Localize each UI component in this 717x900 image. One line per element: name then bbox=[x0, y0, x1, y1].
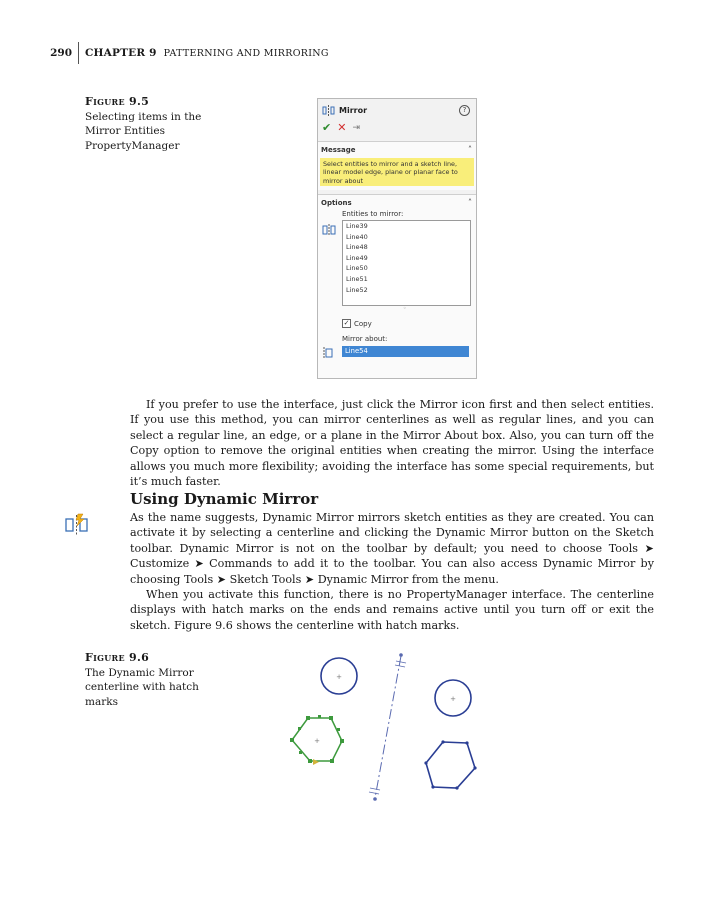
figure-9-6-caption bbox=[85, 651, 205, 709]
mirror-icon bbox=[322, 105, 335, 116]
copy-label: Copy bbox=[354, 319, 372, 328]
running-header bbox=[28, 42, 329, 64]
resize-handle-icon[interactable]: ◦ bbox=[403, 305, 407, 312]
list-item[interactable]: Line52 bbox=[346, 285, 368, 294]
page-number: 290 bbox=[50, 47, 72, 59]
header-divider bbox=[78, 42, 79, 64]
pm-title: Mirror bbox=[339, 105, 368, 115]
list-item[interactable]: Line39 bbox=[346, 222, 368, 230]
entities-to-mirror-icon bbox=[322, 224, 336, 236]
pushpin-icon[interactable]: ⇥ bbox=[352, 122, 360, 133]
copy-checkbox[interactable]: ✓ bbox=[343, 319, 350, 327]
chapter-label: CHAPTER 9 bbox=[85, 47, 157, 59]
list-item[interactable]: Line48 bbox=[346, 243, 368, 252]
svg-text:+: + bbox=[450, 695, 456, 703]
paragraph-text: As the name suggests, Dynamic Mirror mirrors sketch entities as they are created. You can activate it by selecting a centerline and clicking the Dynamic Mirror button on the Sketch toolbar. Dynamic Mirror is not on the toolbar by default; you need to choose Tools ➤ Customize ➤ Commands to add it to the toolbar. You can also access Dynamic Mirror by choosing Tools ➤ Sketch Tools ➤ Dynamic Mirror from the menu. bbox=[130, 511, 654, 586]
chapter-title: PATTERNING AND MIRRORING bbox=[163, 47, 329, 59]
collapse-chevron-icon[interactable]: ˄ bbox=[468, 145, 472, 154]
centerline bbox=[369, 653, 406, 801]
body-paragraph-2 bbox=[130, 510, 654, 633]
options-header[interactable] bbox=[321, 199, 473, 209]
selected-polygon bbox=[290, 715, 344, 765]
message-header-label: Message bbox=[321, 146, 356, 154]
figure-caption-text: The Dynamic Mirror centerline with hatch marks bbox=[85, 666, 199, 708]
message-section bbox=[318, 141, 476, 190]
mirror-property-manager bbox=[317, 98, 477, 379]
section-heading: Using Dynamic Mirror bbox=[130, 490, 319, 508]
options-section bbox=[318, 194, 476, 378]
sketch-circle bbox=[435, 680, 471, 716]
svg-text:+: + bbox=[336, 673, 342, 681]
entities-label: Entities to mirror: bbox=[342, 210, 404, 218]
figure-title: Figure 9.5 bbox=[85, 95, 150, 108]
svg-text:+: + bbox=[314, 737, 320, 745]
message-text: Select entities to mirror and a sketch line, linear model edge, plane or planar face to mirror about bbox=[320, 158, 474, 186]
message-header[interactable] bbox=[321, 146, 473, 156]
list-item[interactable]: Line50 bbox=[346, 264, 368, 273]
dynamic-mirror-icon bbox=[64, 513, 90, 535]
figure-title: Figure 9.6 bbox=[85, 651, 150, 664]
paragraph-text: When you activate this function, there is no PropertyManager interface. The centerline displays with hatch marks on the ends and remains active until you turn off or exit the sketch. Figure 9.6 shows the centerline with hatch marks. bbox=[130, 588, 654, 632]
help-icon[interactable]: ? bbox=[459, 105, 470, 116]
mirror-about-icon bbox=[322, 347, 336, 359]
pm-action-bar bbox=[322, 121, 360, 134]
copy-checkbox-row[interactable] bbox=[342, 319, 372, 328]
entities-list[interactable] bbox=[342, 220, 471, 306]
pm-title-bar bbox=[322, 103, 472, 117]
collapse-chevron-icon[interactable]: ˄ bbox=[468, 198, 472, 207]
ok-check-icon[interactable]: ✔ bbox=[322, 121, 332, 134]
figure-caption-text: Selecting items in the Mirror Entities PropertyManager bbox=[85, 110, 202, 152]
sketch-circle bbox=[321, 658, 357, 694]
paragraph-text: If you prefer to use the interface, just click the Mirror icon first and then select entities. If you use this method, you can mirror centerlines as well as regular lines, and you can select a regular line, an edge, or a plane in the Mirror About box. Also, you can turn off the Copy option to remove the original entities when creating the mirror. Using the interface allows you much more flexibility; avoiding the interface has some special requirements, but it’s much faster. bbox=[130, 398, 654, 489]
dynamic-mirror-sketch bbox=[280, 648, 490, 808]
list-item[interactable]: Line49 bbox=[346, 253, 368, 262]
sketch-hexagon bbox=[424, 740, 476, 789]
mirror-about-label: Mirror about: bbox=[342, 335, 388, 343]
list-item[interactable]: Line40 bbox=[346, 232, 368, 241]
options-header-label: Options bbox=[321, 199, 352, 207]
cancel-x-icon[interactable]: ✕ bbox=[337, 121, 347, 134]
list-item[interactable]: Line51 bbox=[346, 274, 368, 283]
body-paragraph-1 bbox=[130, 397, 654, 489]
mirror-about-field[interactable]: Line54 bbox=[342, 346, 469, 357]
figure-9-5-caption bbox=[85, 95, 205, 153]
